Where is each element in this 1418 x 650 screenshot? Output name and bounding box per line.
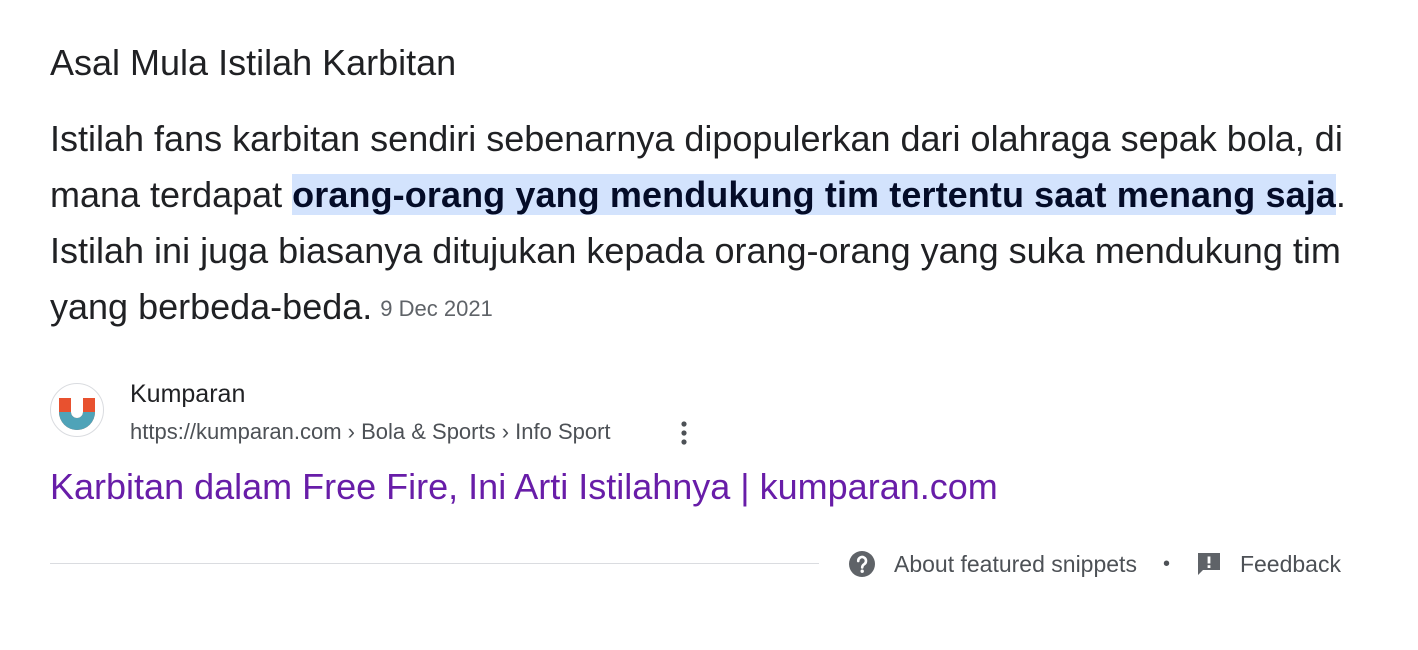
kumparan-logo-icon[interactable] <box>50 383 104 437</box>
snippet-body <box>50 111 1355 337</box>
more-vert-icon <box>670 418 698 448</box>
feedback-icon <box>1196 551 1222 577</box>
snippet-footer <box>848 548 1341 580</box>
more-options-button[interactable] <box>670 418 698 448</box>
feedback-button[interactable] <box>1196 551 1341 578</box>
snippet-heading: Asal Mula Istilah Karbitan <box>50 42 457 83</box>
divider <box>50 563 819 564</box>
snippet-body-before: Istilah fans karbitan sendiri sebenarnya dipopulerkan dari olahraga sepak bola, di mana terdapat <box>50 118 1343 215</box>
feedback-label: Feedback <box>1239 550 1341 577</box>
snippet-highlight: orang-orang yang mendukung tim tertentu saat menang saja <box>292 174 1336 215</box>
source-info <box>50 380 850 444</box>
source-url-breadcrumb[interactable]: https://kumparan.com › Bola & Sports › Info Sport <box>130 419 611 444</box>
about-featured-snippets-label: About featured snippets <box>894 550 1137 577</box>
snippet-body-after: . Istilah ini juga biasanya ditujukan kepada orang-orang yang suka mendukung tim yang berbeda-beda. <box>50 174 1346 327</box>
footer-separator: • <box>1162 552 1170 575</box>
about-featured-snippets-button[interactable] <box>848 550 1137 578</box>
help-circle-icon <box>848 550 876 578</box>
result-title-link[interactable]: Karbitan dalam Free Fire, Ini Arti Istilahnya | kumparan.com <box>50 466 998 507</box>
snippet-date: 9 Dec 2021 <box>380 296 493 321</box>
source-name[interactable]: Kumparan <box>130 380 246 408</box>
